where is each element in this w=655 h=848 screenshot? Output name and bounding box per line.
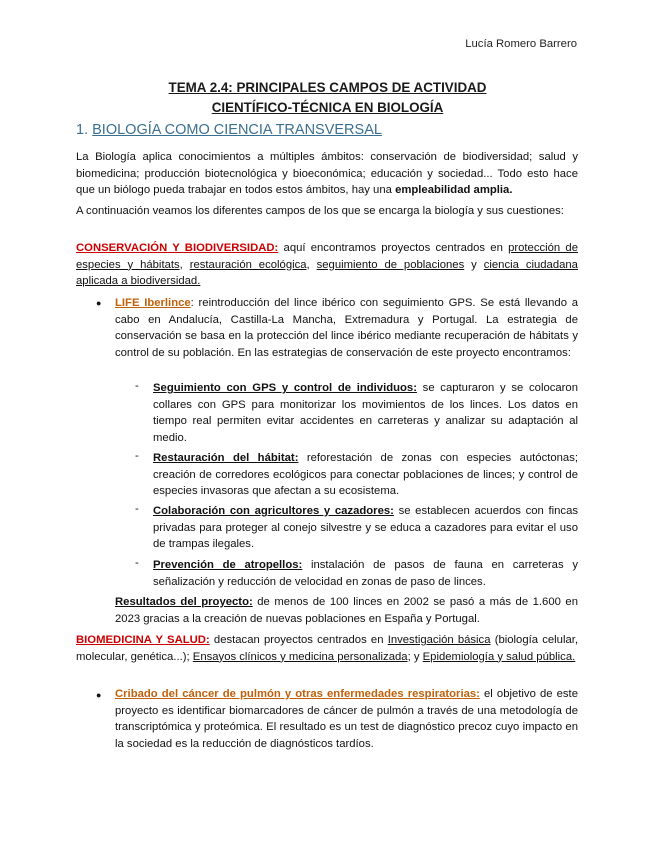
intro-text: La Biología aplica conocimientos a múltiples ámbitos: conservación de biodiversidad; salud y biomedicina; producción biotecnológica y bioeconómica; educación y sociedad... Todo esto hace que un biólogo pueda trabajar en todos estos ámbitos, hay una [76, 151, 578, 196]
title-line-2: CIENTÍFICO-TÉCNICA EN BIOLOGÍA [211, 100, 444, 115]
conservation-topic-2: restauración ecológica [189, 258, 307, 271]
biomedicine-paragraph [76, 632, 578, 665]
biomedicine-heading: BIOMEDICINA Y SALUD: [76, 634, 210, 646]
lung-cancer-project-name: Cribado del cáncer de pulmón y otras enfermedades respiratorias: [115, 688, 480, 700]
strategy-label: Prevención de atropellos: [153, 559, 303, 571]
biomedicine-topic-1: Investigación básica [387, 634, 491, 646]
biomedicine-mid-1: (biología celular, molecular, genética...); [76, 634, 579, 663]
strategy-item-roadkill [153, 557, 578, 590]
strategy-text: se establecen acuerdos con fincas privadas para proteger al conejo silvestre y se educa a cazadores para evitar el uso de trampas ilegales. [153, 505, 579, 550]
biomedicine-lead: destacan proyectos centrados en [209, 634, 388, 646]
biomedicine-mid-2: ; y [407, 650, 423, 663]
bullet-icon: ● [96, 298, 102, 308]
conservation-lead: aquí encontramos proyectos centrados en [278, 242, 509, 254]
intro-bold: empleabilidad amplia. [395, 184, 513, 196]
title-line-1: TEMA 2.4: PRINCIPALES CAMPOS DE ACTIVIDAD [168, 80, 487, 95]
intro-paragraph-2: A continuación veamos los diferentes campos de los que se encarga la biología y sus cuestiones: [76, 205, 564, 217]
conservation-sep-1: , [179, 258, 190, 271]
strategy-item-collaboration [153, 503, 578, 553]
conservation-heading: CONSERVACIÓN Y BIODIVERSIDAD: [76, 242, 279, 254]
section-number: 1. [76, 122, 89, 138]
life-iberlince-name: LIFE Iberlince [115, 297, 191, 309]
strategy-text: instalación de pasos de fauna en carreteras y señalización y reducción de velocidad en zonas de paso de linces. [153, 559, 578, 588]
page-title [0, 78, 655, 118]
life-iberlince-text: : reintroducción del lince ibérico con seguimiento GPS. Se está llevando a cabo en Andalucía, Castilla-La Mancha, Extremadura y Portugal. La estrategia de conservación se basa en la protección del lince ibérico mediante recuperación de hábitats y control de su población. En las estrategias de conservación de este proyecto encontramos: [115, 297, 578, 359]
conservation-paragraph [76, 240, 578, 290]
section-title: BIOLOGÍA COMO CIENCIA TRANSVERSAL [92, 122, 382, 138]
author-name: Lucía Romero Barrero [465, 38, 577, 50]
conservation-sep-2: , [306, 258, 317, 271]
life-iberlince-paragraph [115, 295, 578, 361]
results-paragraph [115, 594, 578, 627]
dash-icon: - [135, 557, 139, 569]
section-heading [76, 122, 382, 138]
results-label: Resultados del proyecto: [115, 596, 253, 608]
dash-icon: - [135, 503, 139, 515]
conservation-topic-1: protección de especies y hábitats [76, 242, 579, 271]
dash-icon: - [135, 450, 139, 462]
strategy-item-gps [153, 380, 578, 446]
strategy-label: Restauración del hábitat: [153, 452, 299, 464]
bullet-icon: ● [96, 690, 102, 700]
dash-icon: - [135, 380, 139, 392]
biomedicine-topic-2: Ensayos clínicos y medicina personalizada [192, 650, 408, 663]
strategy-item-habitat [153, 450, 578, 500]
intro-paragraph-1 [76, 149, 578, 199]
results-text: de menos de 100 linces en 2002 se pasó a más de 1.600 en 2023 gracias a la creación de nuevas poblaciones en España y Portugal. [115, 596, 578, 625]
lung-cancer-project-text: el objetivo de este proyecto es identificar biomarcadores de cáncer de pulmón a través de una metodología de transcriptómica y proteómica. El resultado es un test de diagnóstico precoz cuyo impacto en la sociedad es la reducción de diagnósticos tardíos. [115, 688, 578, 750]
strategy-text: reforestación de zonas con especies autóctonas; creación de corredores ecológicos para conectar poblaciones de linces; y control de especies invasoras que afectan a su ecosistema. [153, 452, 579, 497]
conservation-topic-4: ciencia ciudadana aplicada a biodiversidad. [76, 258, 578, 287]
lung-cancer-paragraph [115, 686, 578, 752]
strategy-label: Seguimiento con GPS y control de individuos: [153, 382, 417, 394]
biomedicine-topic-3: Epidemiología y salud pública. [422, 650, 576, 663]
strategy-text: se capturaron y se colocaron collares con GPS para monitorizar los movimientos de los linces. Los datos en tiempo real permiten evitar accidentes en carreteras y analizar su adaptación al medio. [153, 382, 578, 444]
strategy-label: Colaboración con agricultores y cazadores: [153, 505, 394, 517]
conservation-topic-3: seguimiento de poblaciones [316, 258, 465, 271]
conservation-sep-3: y [464, 258, 484, 271]
